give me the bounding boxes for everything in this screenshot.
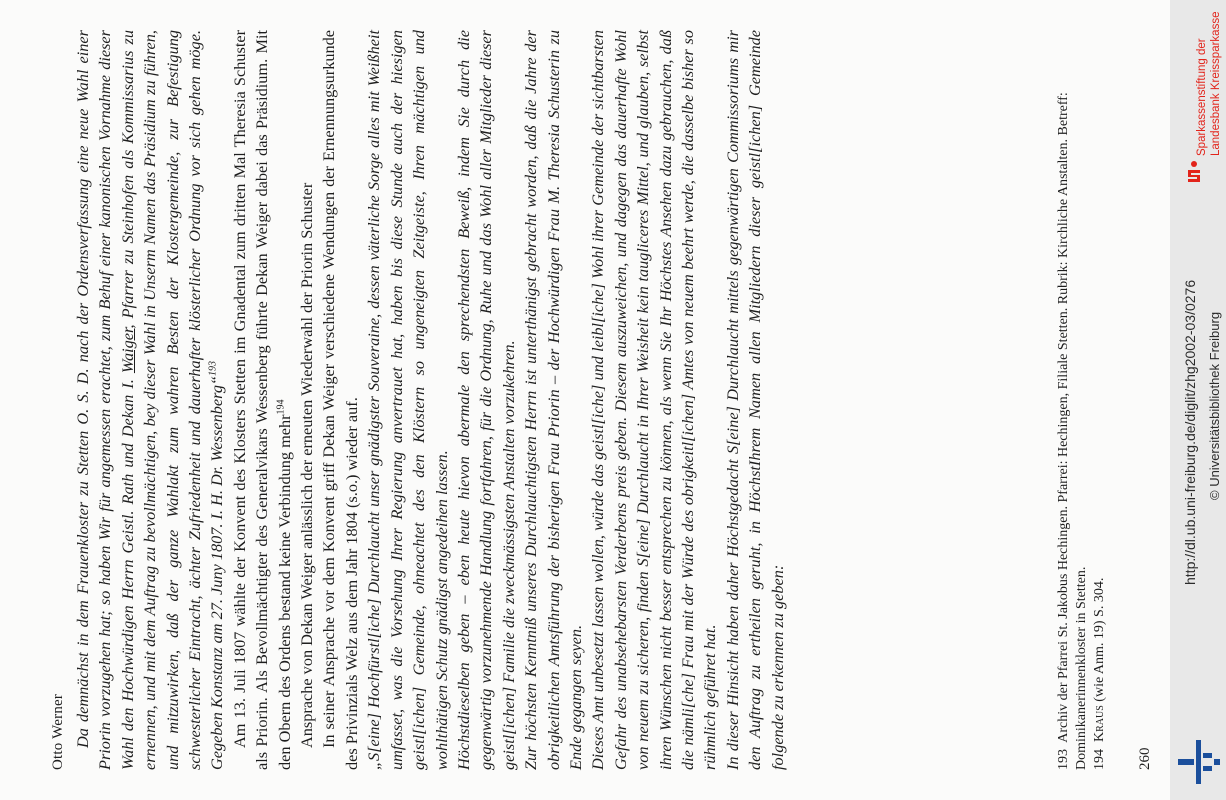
footnote-ref-193: 193 (208, 360, 220, 376)
sparkasse-logo-icon (1184, 160, 1204, 184)
body-text (72, 30, 789, 770)
university-library-logo-icon (1176, 740, 1220, 784)
copyright-text: © Universitätsbibliothek Freiburg (1207, 311, 1222, 500)
sponsor-line-2: Landesbank Kreissparkasse (1210, 11, 1222, 156)
rotated-page-content (50, 30, 1170, 770)
sponsor-line-1: Sparkassenstiftung der (1196, 38, 1208, 156)
section-heading: Ansprache von Dekan Weiger anlässlich der erneuten Wiederwahl der Priorin Schuster (297, 182, 317, 748)
paragraph-quote-4: Dieses Amt unbesetzt lassen wollen, würde das geistl[iche] und leibl[iche] Wohl ihrer Gemeinde der sichtbarsten Gefahr des unabsehebarsten Verderbens preis geben. Diesem auszuweichen, und dagegen das dauerhafte Wohl von neuem zu sicheren, finden S[eine] Durchlaucht in Ihrer Weisheit kein taugliceres Mittel, und glauben, selbst ihren Wünschen nicht besser entsprechen zu können, als wenn Sie Ihr Höchstes Ansehen dazu gebrauchen, daß die nämli[che] Frau mit der Würde des obrigkeitl[ichen] Amtes von neuem beehrt werde, die dasselbe bisher so rühmlich geführet hat. (588, 30, 720, 770)
paragraph-election: Am 13. Juli 1807 wählte der Konvent des Klosters Stetten im Gnadental zum dritten Mal Theresia Schuster als Priorin. Als Bevollmächtigter des Generalvikars Wessenberg führte Dekan Weiger dabei das Präsidium. Mit den Obern des Ordens bestand keine Verbindung mehr$^{194}$ (229, 30, 294, 770)
paragraph-quote-1: „S[eine] Hochfürstl[iche] Durchlaucht unser gnädigster Souveraine, dessen väterliche Sorge alles mit Weißheit umfasset, was die Vorsehung Ihrer Regierung anvertrauet hat, haben bis diese Stunde auch der hiesigen geistl[ichen] Gemeinde, ohneachtet des den Klöstern so ungeneigten Zeitgeiste, Ihren mächtigen und wohlthätigen Schutz gnädigst angedeihen lassen. (364, 30, 451, 770)
footnotes (1055, 30, 1109, 770)
paragraph-quote-2: Höchstdieselben geben – eben heute hievon abermale den sprechendsten Beweiß, indem Sie durch die gegenwärtig vorzunehmende Handlung fortfahren, für die Ordnung, Ruhe und das Wohl aller Mitglieder dieser geistl[ichen] Familie die zweckmässigsten Anstalten vorzukehren. (453, 30, 518, 770)
footnote-ref-194: 194 (275, 399, 287, 415)
paragraph-intro: In seiner Ansprache vor dem Konvent griff Dekan Weiger verschiedene Wendungen der Ernennungsurkunde des Privinzials Welz aus dem Jahr 1804 (s.o.) wieder auf. (319, 30, 361, 770)
footnote-194: 194 Kraus (wie Anm. 19) S. 304. (1092, 577, 1107, 770)
source-url[interactable]: http://dl.ub.uni-freiburg.de/diglit/zhg2002-03/0276 (1182, 279, 1198, 585)
footnote-193: 193 Archiv der Pfarrei St. Jakobus Hechingen. Pfarrei: Hechingen, Filiale Stetten. Rubrik: Kirchliche Anstalten. Betreff: Dominikanerinnenkloster in Stetten. (1056, 92, 1089, 770)
page-number: 260 (1137, 747, 1153, 770)
running-head: Otto Werner (50, 693, 66, 770)
paragraph-quote-5: In dieser Hinsicht haben daher Höchstgedacht S[eine] Durchlaucht mittels gegenwärtigen Commissoriums mir den Auftrag zu ertheilen geruht, in HöchstIhrem Namen allen Mitgliedern dieser geistl[ichen] Gemeinde folgende zu erkennen zu geben: (722, 30, 787, 770)
paragraph-decree: Da demnächst in dem Frauenkloster zu Stetten O. S. D. nach der Ordensverfassung eine neue Wahl einer Priorin vorzugehen hat; so haben Wir für angemessen erachtet, zum Behuf einer kanonischen Vornahme dieser Wahl den Hochwürdigen Herrn Geistl. Rath und Dekan I. Waiger, Pfarrer zu Steinhofen als Kommissarius zu ernennen, und mit dem Auftrag zu bevollmächtigen, bey dieser Wahl in Unserm Namen das Präsidium zu führen, und mitzuwirken, daß der ganze Wahlakt zum wahren Besten der Klostergemeinde, zur Befestigung schwesterlicher Eintracht, ächter Zufriedenheit und dauerhafter klösterlicher Ordnung vor sich gehen möge. Gegeben Konstanz am 27. Juny 1807. I. H. Dr. Wessenberg“$^{193}$ (73, 30, 227, 770)
paragraph-quote-3: Zur höchsten Kenntniß unseres Durchlauchtigsten Herrn ist unterthänigst gebracht worden, daß die Jahre der obrigkeitlichen Amtsführung der bisherigen Frau Priorin – der Hochwürdigen Frau M. Theresia Schusterin zu Ende gegangen seyen. (521, 30, 585, 770)
